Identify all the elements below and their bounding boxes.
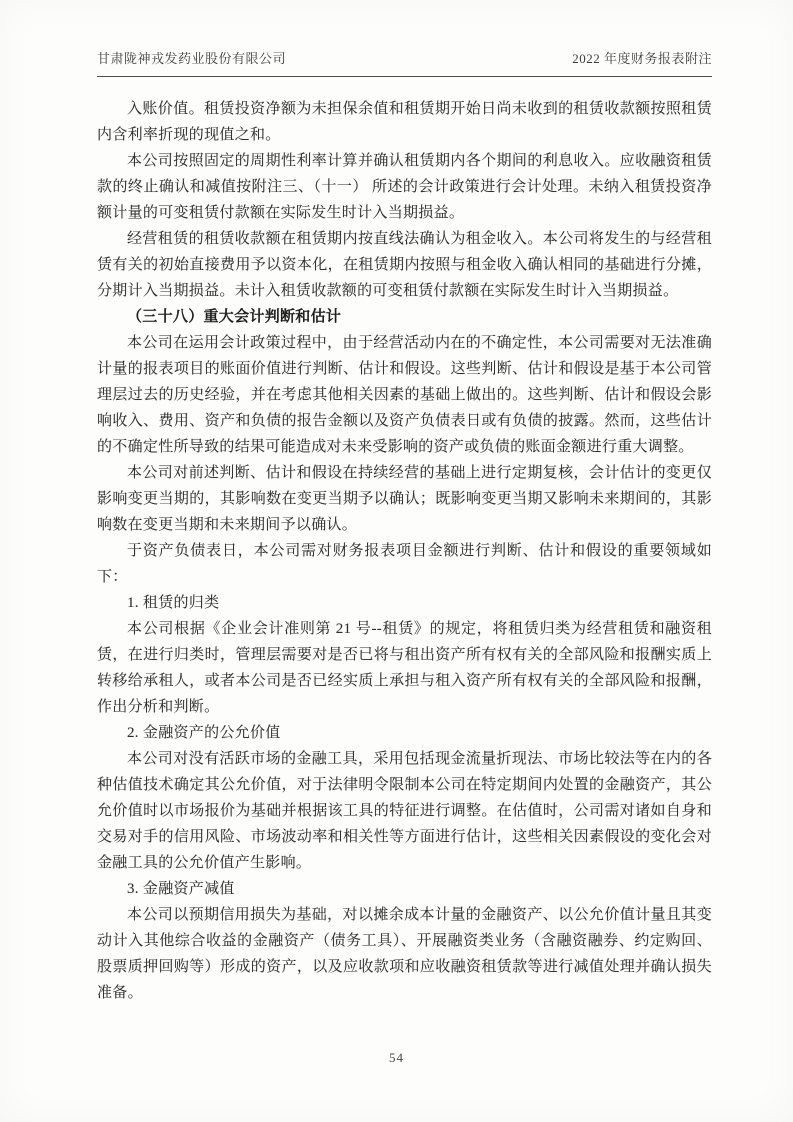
subsection-heading: 2. 金融资产的公允价值: [127, 725, 281, 741]
paragraph: 本公司按照固定的周期性利率计算并确认租赁期内各个期间的利息收入。应收融资租赁款的终止确认和减值按附注三、（十一） 所述的会计政策进行会计处理。未纳入租赁投资净额计量的可变租赁付款额在实际发生时计入当期损益。: [97, 153, 712, 221]
subsection-heading: 3. 金融资产减值: [127, 881, 235, 897]
paragraph: 本公司在运用会计政策过程中，由于经营活动内在的不确定性，本公司需要对无法准确计量的报表项目的账面价值进行判断、估计和假设。这些判断、估计和假设是基于本公司管理层过去的历史经验，并在考虑其他相关因素的基础上做出的。这些判断、估计和假设会影响收入、费用、资产和负债的报告金额以及资产负债表日或有负债的披露。然而，这些估计的不确定性所导致的结果可能造成对未来受影响的资产或负债的账面金额进行重大调整。: [97, 335, 712, 455]
page-header: [97, 48, 712, 77]
paragraph: 本公司对前述判断、估计和假设在持续经营的基础上进行定期复核，会计估计的变更仅影响变更当期的，其影响数在变更当期予以确认；既影响变更当期又影响未来期间的，其影响数在变更当期和未来期间予以确认。: [97, 465, 712, 533]
paragraph: 入账价值。租赁投资净额为未担保余值和租赁期开始日尚未收到的租赁收款额按照租赁内含利率折现的现值之和。: [97, 101, 712, 143]
page-footer: [0, 1050, 793, 1066]
paragraph: 本公司以预期信用损失为基础，对以摊余成本计量的金融资产、以公允价值计量且其变动计入其他综合收益的金融资产（债务工具）、开展融资类业务（含融资融券、约定购回、股票质押回购等）形成的资产，以及应收款项和应收融资租赁款等进行减值处理并确认损失准备。: [97, 907, 712, 1001]
paragraph: 于资产负债表日，本公司需对财务报表项目金额进行判断、估计和假设的重要领域如下：: [97, 543, 712, 585]
company-name: 甘肃陇神戎发药业股份有限公司: [97, 51, 287, 66]
document-body: [97, 96, 712, 1006]
subsection-heading: 1. 租赁的归类: [127, 595, 220, 611]
page-number: 54: [389, 1050, 404, 1065]
paragraph: 经营租赁的租赁收款额在租赁期内按直线法确认为租金收入。本公司将发生的与经营租赁有关的初始直接费用予以资本化，在租赁期内按照与租金收入确认相同的基础进行分摊，分期计入当期损益。未计入租赁收款额的可变租赁付款额在实际发生时计入当期损益。: [97, 231, 712, 299]
report-title: 2022 年度财务报表附注: [572, 51, 712, 66]
section-heading: （三十八）重大会计判断和估计: [127, 309, 342, 325]
paragraph: 本公司根据《企业会计准则第 21 号--租赁》的规定，将租赁归类为经营租赁和融资租赁，在进行归类时，管理层需要对是否已将与租出资产所有权有关的全部风险和报酬实质上转移给承租人，或者本公司是否已经实质上承担与租入资产所有权有关的全部风险和报酬，作出分析和判断。: [97, 621, 712, 715]
paragraph: 本公司对没有活跃市场的金融工具，采用包括现金流量折现法、市场比较法等在内的各种估值技术确定其公允价值，对于法律明令限制本公司在特定期间内处置的金融资产，其公允价值时以市场报价为基础并根据该工具的特征进行调整。在估值时，公司需对诸如自身和交易对手的信用风险、市场波动率和相关性等方面进行估计，这些相关因素假设的变化会对金融工具的公允价值产生影响。: [97, 751, 712, 871]
